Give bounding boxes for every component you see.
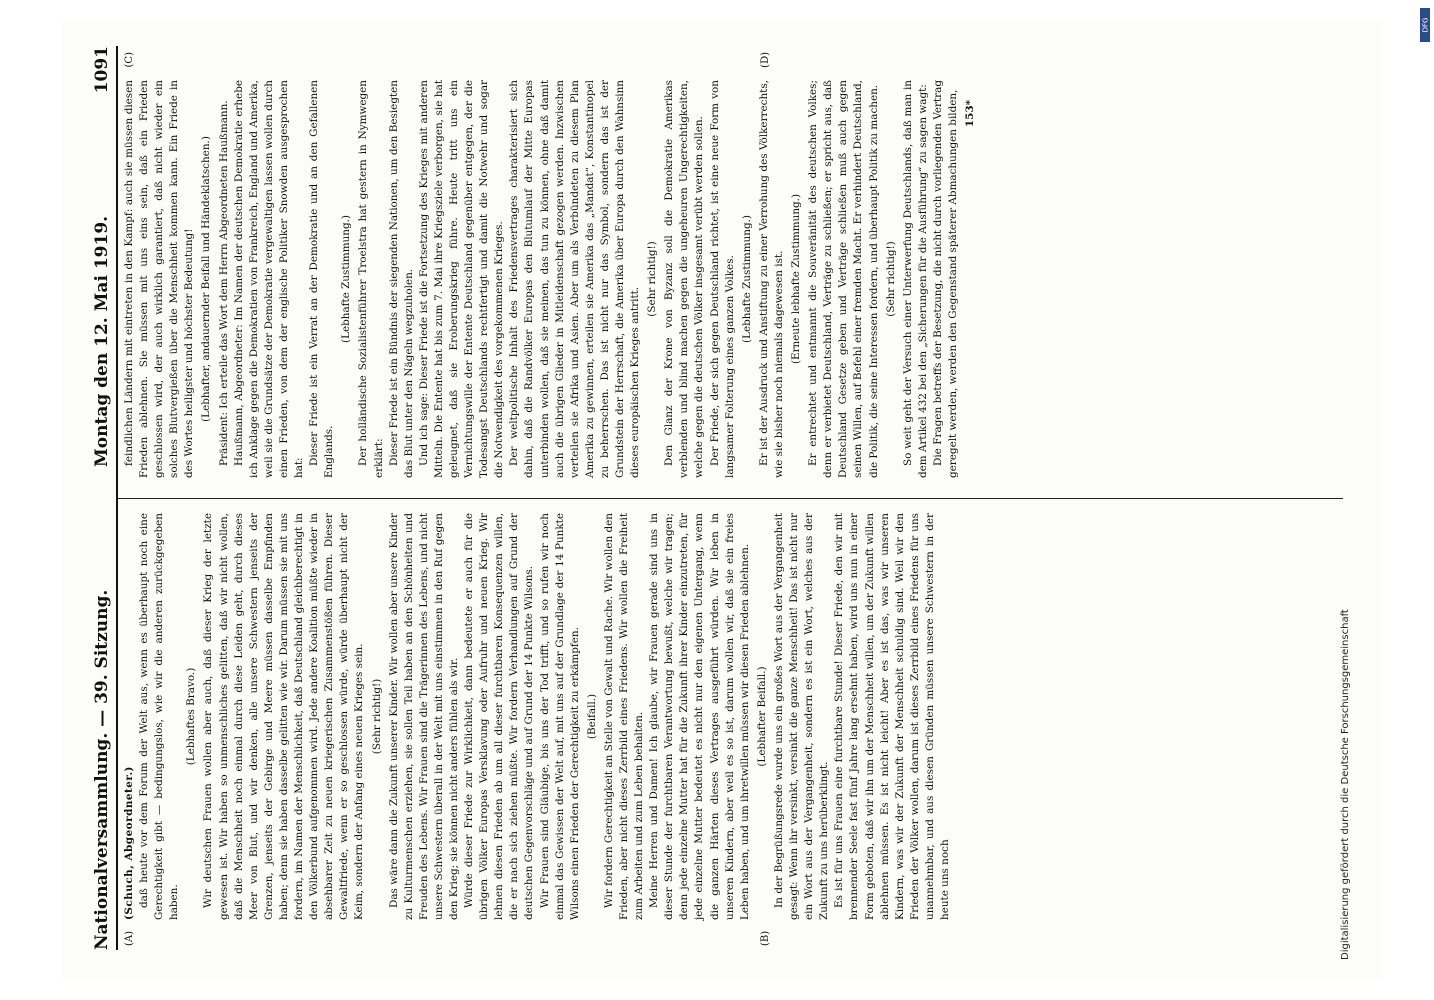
stage-direction: (Sehr richtig!)	[370, 678, 383, 755]
text-paragraph: So weit geht der Versuch einer Unterwerfung Deutschlands, daß man in dem Artikel 432 bei den „Sicherungen für die Ausführung“ zu sagen wagt:	[901, 80, 929, 478]
header-date: Montag den 12. Mai 1919.	[92, 215, 112, 468]
scanned-page	[62, 20, 1382, 980]
text-paragraph: Wir fordern Gerechtigkeit an Stelle von Gewalt und Rache. Wir wollen den Frieden, aber nicht dieses Zerrbild eines Friedens. Wir wollen die Freiheit zum Arbeiten und zum Leben behalten.	[602, 513, 646, 920]
text-paragraph: Er entrechtet und entmannt die Souveränität des deutschen Volkes; denn er verbietet Deutschland, Verträge zu schließen; er spricht aus, daß Deutschland Gesetze geben und Verträge schließen muß auch gegen seinen Willen, auf Befehl einer fremden Macht. Er verhindert Deutschland, die Politik, die seine Interessen fordern, und überhaupt Politik zu machen.	[807, 80, 880, 478]
page-number: 1091	[92, 46, 112, 94]
speaker-line: (Schuch, Abgeordneter.)	[123, 766, 135, 920]
text-paragraph: Dieser Friede ist ein Bündnis der siegenden Nationen, um den Besiegten das Blut unter den Nägeln wegzuholen.	[387, 80, 415, 478]
text-paragraph: Und ich sage: Dieser Friede ist die Fortsetzung des Krieges mit anderen Mitteln. Die Entente hat bis zum 7. Mai ihre Kriegsziele verborgen, sie hat geleugnet, daß sie Eroberungskrieg führe. Heute tritt uns ein Vernichtungswille der Entente Deutschland gegenüber entgegen, der die Todesangst Deutschlands rechtfertigt und damit die Notwehr und sogar die Notwendigkeit des vorgekommenen Krieges.	[417, 80, 506, 478]
stage-direction: (Lebhafte Zustimmung.)	[340, 215, 353, 343]
text-paragraph: Er ist der Ausdruck und Anstiftung zu einer Verrohung des Völkerrechts, wie sie bisher noch niemals dagewesen ist.	[757, 80, 785, 478]
page-content	[62, 20, 1382, 980]
stage-direction: (Sehr richtig!)	[884, 241, 897, 317]
left-column	[118, 498, 1343, 950]
right-column	[118, 46, 1343, 498]
text-paragraph: Wir Frauen sind Gläubige, bis uns der Tod trifft, und so rufen wir noch einmal das Gewissen der Welt auf, mit uns auf der Grundlage der 14 Punkte Wilsons einen Frieden der Gerechtigkeit zu erkämpfen.	[538, 513, 581, 920]
sheet-number: 153*	[964, 100, 977, 128]
page-header	[92, 46, 118, 950]
text-paragraph: Das wäre dann die Zukunft unserer Kinder. Wir wollen aber unsere Kinder zu Kulturmenschen erziehen, sie sollen Teil haben an den Schönheiten und Freuden des Lebens. Wir Frauen sind die Trägerinnen des Lebens, und nicht unsere Schwestern überall in der Welt mit uns einstimmen in den Ruf gegen den Krieg; sie können nicht anders fühlen als wir.	[387, 513, 460, 920]
credit-text: Digitalisierung gefördert durch die Deutsche Forschungsgemeinschaft	[1340, 609, 1351, 960]
text-paragraph: Der Friede, der sich gegen Deutschland richtet, ist eine neue Form von langsamer Folterung eines ganzen Volkes.	[708, 80, 736, 478]
text-paragraph: daß heute vor dem Forum der Welt aus, wenn es überhaupt noch eine Gerechtigkeit gibt — bedingungslos, wie wir die anderen zurückgegeben haben.	[138, 513, 181, 920]
text-paragraph: Den Glanz der Krone von Byzanz soll die Demokratie Amerikas verblenden und blind machen gegen die ungeheuren Ungerechtigkeiten, welche gegen die deutschen Völker insgesamt verübt werden sollen.	[663, 80, 706, 478]
text-paragraph: Es ist für uns Frauen eine furchtbare Stunde! Dieser Friede, den wir mit brennender Seele fast fünf Jahre lang ersehnt haben, wird uns nun in einer Form geboten, daß wir ihn um der Menschheit willen, um der Zukunft willen ablehnen müssen. Es ist nicht leicht! Aber es ist das, was wir unseren Kindern, was wir der Zukunft der Menschheit schuldig sind. Weil wir den Frieden der Völker wollen, darum ist dieses Zerrbild eines Friedens für uns unannehmbar, und aus diesen Gründen müssen unsere Schwestern in der heute uns noch	[833, 513, 951, 920]
margin-marker-d: (D)	[760, 52, 771, 68]
dfg-logo-text: DFG	[1421, 17, 1429, 33]
margin-marker-b: (B)	[760, 930, 771, 946]
text-paragraph: Präsident: Ich erteile das Wort dem Herrn Abgeordneten Haußmann.	[217, 100, 230, 466]
stage-direction: (Sehr richtig!)	[646, 241, 659, 317]
text-paragraph: In der Begrüßungsrede wurde uns ein großes Wort aus der Vergangenheit gesagt: Wenn ihr versinkt, versinkt die ganze Menschheit! Das ist nicht nur ein Wort aus der Vergangenheit, sondern es ist ein Wort, welches aus der Zukunft zu uns herüberklingt.	[772, 513, 831, 920]
text-paragraph: feindlichen Ländern mit eintreten in den Kampf: auch sie müssen diesen Frieden ablehnen. Sie müssen mit uns eins sein, daß ein Frieden geschlossen wird, der auch wirklich garantiert, daß nicht wieder ein solches Blutvergießen über die Menschheit kommen kann. Ein Friede in des Wortes heiligster und höchster Bedeutung!	[123, 80, 196, 478]
dfg-logo	[1420, 8, 1430, 42]
stage-direction: (Erneute lebhafte Zustimmung.)	[790, 193, 803, 365]
header-left: Nationalversammlung. — 39. Sitzung.	[92, 589, 112, 950]
text-paragraph: Dieser Friede ist ein Verrat an der Demokratie und an den Gefallenen Englands.	[308, 80, 336, 478]
text-paragraph: Würde dieser Friede zur Wirklichkeit, dann bedeutete er auch für die übrigen Völker Europas Versklavung oder Aufruhr und neuen Krieg. Wir lehnen diesen Frieden ab um all dieser furchtbaren Konsequenzen willen, die er nach sich ziehen müßte. Wir fordern Verhandlungen auf Grund der deutschen Gegenvorschläge und auf Grund der 14 Punkte Wilsons.	[463, 513, 536, 920]
stage-direction: (Lebhaftes Bravo.)	[185, 667, 198, 766]
margin-marker-c: (C)	[124, 52, 135, 68]
text-paragraph: Wir deutschen Frauen wollen aber auch, daß dieser Krieg der letzte gewesen ist. Wir haben so unmenschliches gelitten, daß wir nicht wollen, daß die Menschheit noch einmal durch diese Leiden geht, durch dieses Meer von Blut, und wir denken, alle unsere Schwestern jenseits der Grenzen, jenseits der Gebirge und Meere müssen dasselbe Empfinden haben; denn sie haben dasselbe gelitten wie wir. Darum müssen sie mit uns fordern, im Namen der Menschlichkeit, daß Deutschland gleichberechtigt in den Völkerbund aufgenommen wird. Jede andere Koalition müßte wieder in absehbarer Zeit zu neuen kriegerischen Zusammenstößen führen. Dieser Gewaltfriede, wenn er so geschlossen würde, würde überhaupt nicht der Keim, sondern der Anfang eines neuen Krieges sein.	[202, 513, 366, 920]
margin-marker-a: (A)	[124, 930, 135, 946]
stage-direction: (Lebhafter, andauernder Beifall und Händeklatschen.)	[200, 136, 213, 422]
text-paragraph: Der weltpolitische Inhalt des Friedensvertrages charakterisiert sich dahin, daß die Randvölker Europas den Blutumlauf der Mitte Europas unterbinden wollen, daß sie meinen, das tun zu können, ohne daß damit auch die übrigen Glieder in Mitleidenschaft gezogen werden. Inzwischen verteilen sie Afrika und Asien. Aber um als Verbündeten zu diesem Plan Amerika zu gewinnen, erteilen sie Amerika das „Mandat“, Konstantinopel zu beherrschen. Das ist nicht nur das Symbol, sondern das ist der Grundstein der Herrschaft, die Amerika über Europa durch den Wahnsinn dieses europäischen Krieges antritt.	[508, 80, 642, 478]
text-paragraph: Die Fragen betreffs der Besetzung, die nicht durch vorliegenden Vertrag geregelt werden, werden den Gegenstand späterer Abmachungen bilden,	[931, 80, 959, 478]
text-paragraph: Haußmann, Abgeordneter: Im Namen der deutschen Demokratie erhebe ich Anklage gegen die Demokratien von Frankreich, England und Amerika, weil sie die Grundsätze der Demokratie vergewaltigen lassen wollen durch einen Frieden, von dem der englische Politiker Snowden ausgesprochen hat:	[232, 80, 306, 478]
text-paragraph: Meine Herren und Damen! Ich glaube, wir Frauen gerade sind uns in dieser Stunde der furchtbaren Verantwortung bewußt, welche wir tragen; denn jede einzelne Mutter hat für die Zukunft ihrer Kinder einzutreten, für jede einzelne Mutter bedeutet es nicht nur den eigenen Untergang, wenn die ganzen Härten dieses Vertrages ausgeführt würden. Wir leben in unseren Kindern, aber weil es so ist, darum wollen wir, daß sie ein freies Leben haben, und um ihretwillen müssen wir diesen Frieden ablehnen.	[648, 513, 751, 920]
stage-direction: (Lebhafte Zustimmung.)	[740, 215, 753, 343]
stage-direction: (Lebhafter Beifall.)	[755, 666, 768, 767]
stage-direction: (Beifall.)	[585, 693, 598, 740]
text-paragraph: Der holländische Sozialistenführer Troelstra hat gestern in Nymwegen erklärt:	[357, 80, 385, 478]
